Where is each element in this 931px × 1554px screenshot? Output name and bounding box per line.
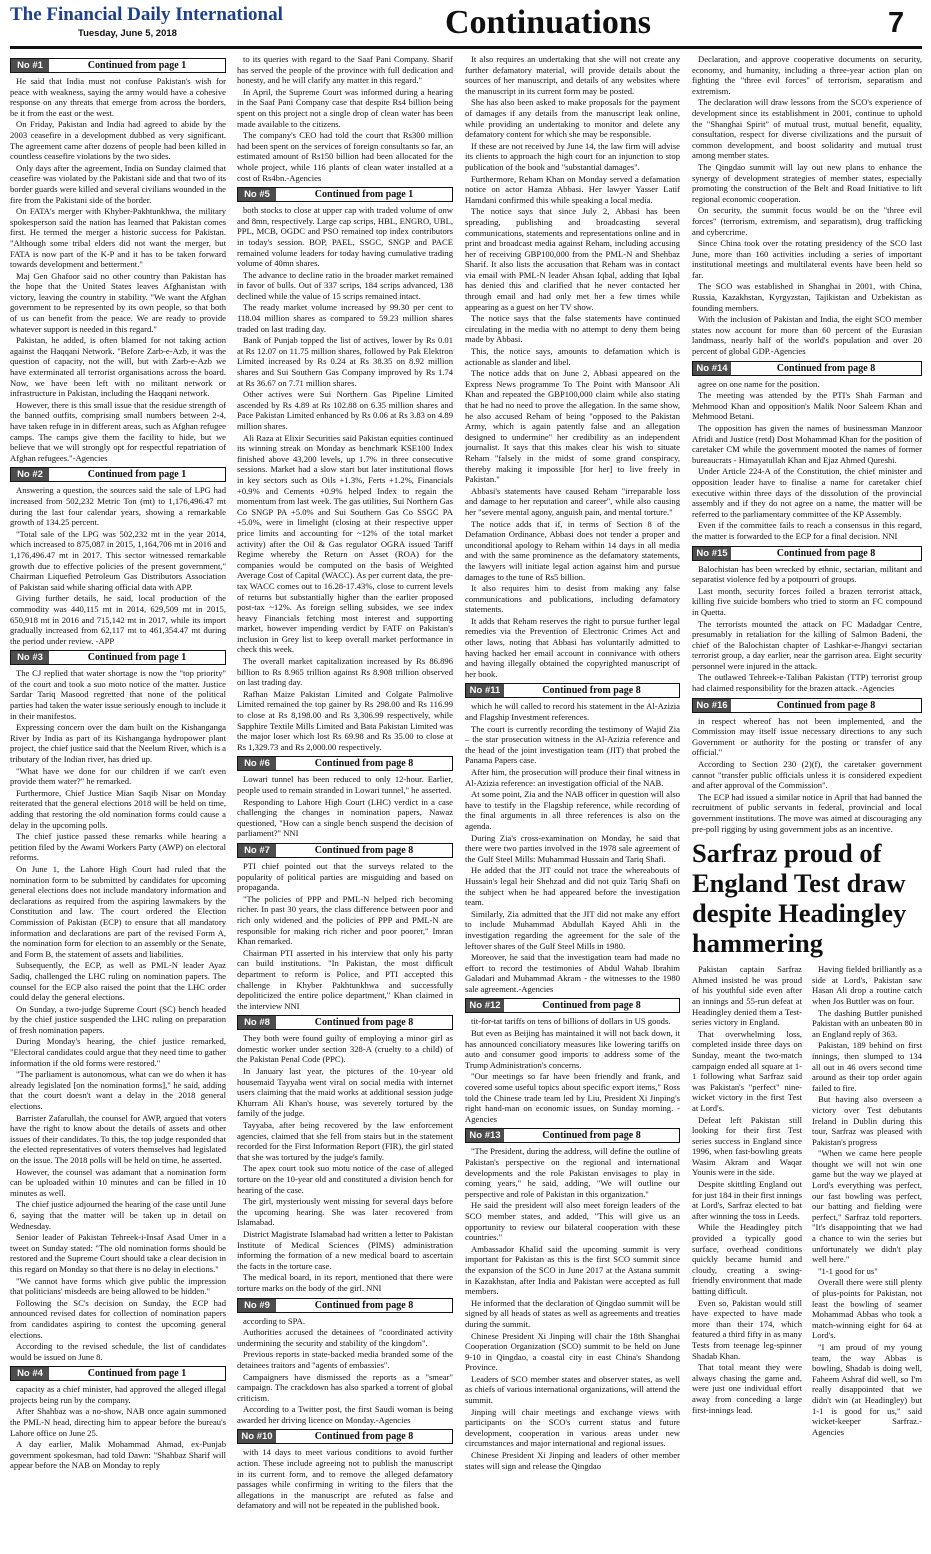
sports-paragraph: "When we came here people thought we will not win one game but the way we played at Lord's everything was perfect, our fast bowling was perfect, our batting and fielding were perfect," Sarfraz told reporters. "It's disappointing that we had a chance to win the series but unfortunately we didn't play well here." — [812, 1148, 922, 1265]
article-paragraph: Previous reports in state-backed media branded some of the detainees traitors and "agents of embassies". — [237, 1349, 453, 1370]
article-paragraph: in respect whereof has not been implemented, and the Commission may itself issue necessary directions to any such Government or authority for the posting or transfer of any official." — [692, 715, 922, 758]
article-paragraph: He informed that the declaration of Qingdao summit will be signed by all heads of states as well as agreements and treaties during the summit. — [465, 1297, 680, 1329]
continuation-label: Continued from page 8 — [542, 1000, 641, 1012]
article-paragraph: However, there is this small issue that the residue strength of the banned outfits, comprising small numbers between 2-4, have taken refuge in in different areas, such as Afghan refugee camps. The camps give them the facility to hide, but we believe that we will strongly opt for respectful repatriation of Afghan refugees."-Agencies — [10, 399, 226, 463]
article-paragraph: The outlawed Tehreek-e-Taliban Pakistan (TTP) terrorist group had claimed responsibility for the brazen attack. -Agencies — [692, 672, 922, 694]
continuation-header — [10, 650, 226, 665]
continuation-label: Continued from page 8 — [542, 685, 641, 697]
article-paragraph: The court is currently recording the testimony of Wajid Zia – the star prosecution witness in the Al-Azizia reference and the head of the joint investigation team (JIT) that probed the Panama Papers case. — [465, 723, 680, 766]
continuation-header — [465, 998, 680, 1013]
article-paragraph: The terrorists mounted the attack on FC Madadgar Centre, presumably in retaliation for the killing of Salmon Badeni, the chief of the Balochistan chapter of Lashkar-e-Jhangvi sectarian terrorist group, a day earlier, near the garrison area. Eight security personnel were injured in the attack. — [692, 618, 922, 671]
article-paragraph: Since China took over the rotating presidency of the SCO last June, more than 160 activities including a series of important institutional meetings and multilateral events have been held so far. — [692, 238, 922, 280]
column-4-body — [692, 54, 922, 834]
article-paragraph: The chief justice adjourned the hearing of the case until June 6, saying that the matter will be taken up in detail on Wednesday. — [10, 1199, 226, 1231]
article-paragraph: The ready market volume increased by 99.30 per cent to 118.04 million shares as compared to 59.23 million shares traded on last trading day. — [237, 302, 453, 334]
article-paragraph: It also requires an undertaking that she will not create any further defamatory material, will provide details about the sources of her manuscript, and details of any websites where the manuscript in its current form may be posted. — [465, 54, 680, 96]
article-paragraph: Giving further details, he said, local production of the commodity was 440,115 mt in 2014, 629,509 mt in 2015, 650,918 mt in 2016 and 715,142 mt in 2017, while its import gradually increased from 62,117 mt to 461,354.47 mt during the period under review. -APP — [10, 593, 226, 646]
continuation-label: Continued from page 8 — [776, 699, 876, 711]
continuation-label: Continued from page 8 — [314, 844, 414, 856]
article-paragraph: With the inclusion of Pakistan and India, the eight SCO member states now account for more than 60 percent of the Eurasian landmass, nearly half of the world's population and over 20 percent of global GDP.-Agencies — [692, 314, 922, 357]
article-paragraph: Lowari tunnel has been reduced to only 12-hour. Earlier, people used to remain stranded in Lowari tunnel," he asserted. — [237, 774, 453, 795]
article-paragraph: They both were found guilty of employing a minor girl as domestic worker under section 328-A (cruelty to a child) of the Pakistan Penal Code (PPC). — [237, 1033, 453, 1065]
article-paragraph: Jinping will chair meetings and exchange views with participants on the SCO's current status and future development, cooperation in various areas under new circumstances and major international and regional issues. — [465, 1406, 680, 1449]
article-paragraph: A day earlier, Malik Mohammad Ahmad, ex-Punjab government spokesman, had told Dawn: "Shahbaz Sharif will appear before the NAB on Monday to reply — [10, 1439, 226, 1471]
article-paragraph: Similarly, Zia admitted that the JIT did not make any effort to include Muhammad Abdullah Kayed Ahli in the investigation regarding the agreement for the sale of the leftover shares of the Gulf Steel Mills in 1980. — [465, 908, 680, 951]
continuation-number: No #12 — [466, 999, 504, 1012]
article-paragraph: "The parliament is autonomous, what can we do when it has already legislated [on the nomination forms]," he said, adding that the court doesn't want a delay in the 2018 general elections. — [10, 1069, 226, 1112]
column-3 — [465, 54, 680, 1548]
column-2 — [237, 54, 453, 1548]
continuation-label: Continued from page 1 — [87, 652, 187, 664]
article-paragraph: According to the revised schedule, the list of candidates would be issued on June 8. — [10, 1341, 226, 1362]
article-paragraph: If these are not received by June 14, the law firm will advise its clients to approach the high court for an injunction to stop publication of the book and "substantial damages". — [465, 140, 680, 172]
article-paragraph: Pakistan, he added, is often blamed for not taking action against the Haqqani Network. "Before Zarb-e-Azb, it was the question of capacity, not the will, but with Zarb-e-Azb we have exterminated all terrorist organisations across the board. Now, we have been left with no militant network or infrastructure in Pakistan, including the Haqqani network. — [10, 335, 226, 399]
article-paragraph: "Our meetings so far have been friendly and frank, and covered some useful topics about specific export items," Ross told the Chinese trade team led by Liu, President Xi Jinping's right hand-man on economic issues, on Sunday morning. -Agencies — [465, 1071, 680, 1124]
article-paragraph: On security, the summit focus would be on the "three evil forces" (terrorism, extremism, and separatism), drug trafficking and cybercrime. — [692, 205, 922, 237]
article-paragraph: The notice says that the false statements have continued circulating in the media with no attempt to deny them being made by Abbasi. — [465, 313, 680, 345]
article-paragraph: Following the SC's decision on Sunday, the ECP had announced revised dates for collection of nomination papers from candidates aspiring to contest the upcoming general elections. — [10, 1297, 226, 1340]
article-paragraph: Furthermore, Chief Justice Mian Saqib Nisar on Monday reiterated that the general elections 2018 will be held on time, adding that restoring the old nomination forms could cause a delay in the upcoming polls. — [10, 787, 226, 830]
continuation-header — [237, 1298, 453, 1313]
article-paragraph: according to SPA. — [243, 1315, 305, 1326]
continuation-number: No #14 — [693, 362, 731, 375]
article-paragraph: The notice adds that on June 2, Abbasi appeared on the Express News programme To The Point with Mansoor Ali Khan and repeated the GBP100,000 claim while also stating that he had no need to prove the allegation. In the same show, he also accused Reham of being "opposed to the Pakistan Army, which is again patently false and an allegation designed to undermine" her credibility as an independent journalist. It says that this makes clear his wish to situate Reham "falsely in the midst of some grand conspiracy, thereby making it impossible [for her] to live freely in Pakistan." — [465, 368, 680, 485]
article-paragraph: agree on one name for the position. — [698, 378, 820, 389]
continuation-header — [692, 546, 922, 561]
continuation-label: Continued from page 1 — [87, 1368, 187, 1380]
continuation-label: Continued from page 1 — [87, 60, 187, 71]
article-paragraph: The company's CEO had told the court that Rs300 million had been spent on the services of foreign consultants so far, an estimated amount of Rs150 billion had been allocated for the whole project, while 116 plants of clean water installed at a cost of Rs4bn.-Agencies — [237, 130, 453, 183]
continuation-header — [237, 1429, 453, 1444]
article-paragraph: Last month, security forces foiled a brazen terrorist attack, killing five suicide bombers who tried to storm an FC compound in Quetta. — [692, 585, 922, 617]
article-paragraph: She has also been asked to make proposals for the payment of damages if any details from the manuscript leak online, while providing an undertaking to monitor and delete any defamatory content for which she may be responsible. — [465, 97, 680, 140]
column-4 — [692, 54, 922, 1548]
article-paragraph: Barrister Zafarullah, the counsel for AWP, argued that voters have the right to know about the details of assets and other issues of their candidates. To this, the top judge responded that the elected representatives of voters themselves had legislated on the issue. The 2018 polls will be held on time, he asserted. — [10, 1112, 226, 1165]
article-paragraph: After Shahbaz was a no-show, NAB once again summoned the PML-N head, directing him to appear before the bureau's Lahore office on June 25. — [10, 1406, 226, 1438]
article-paragraph: He said the president will also meet foreign leaders of the SCO member states, and added, "This will give us an opportunity to review our bilateral cooperation with these countries." — [465, 1200, 680, 1243]
continuation-number: No #13 — [466, 1129, 504, 1142]
article-paragraph: "The policies of PPP and PML-N helped rich becoming richer. In past 30 years, the class difference between poor and rich only widened and the policies of PPP and PML-N are responsible for making rich richer and poor poorer," Imran Khan remarked. — [237, 893, 453, 947]
continuation-label: Continued from page 8 — [776, 362, 876, 374]
article-paragraph: During Zia's cross-examination on Monday, he said that there were two parties involved in the 1978 sale agreement of the Gulf Steel Mills: Muhammad Hussain and Tariq Shafi. — [465, 832, 680, 864]
article-paragraph: On Sunday, a two-judge Supreme Court (SC) bench headed by the chief justice suspended the LHC ruling on preparation of fresh nomination papers. — [10, 1003, 226, 1035]
article-paragraph: The medical board, in its report, mentioned that there were torture marks on the body of the girl. NNI — [237, 1272, 453, 1293]
article-paragraph: The opposition has given the names of businessman Manzoor Afridi and Justice (retd) Dost Mohammad Khan for the position of caretaker CM while the government mooted the names of former bureaucrats - Himayatullah Khan and Ejaz Ahmed Qureshi. — [692, 423, 922, 465]
article-paragraph: Ambassador Khalid said the upcoming summit is very important for Pakistan as this is the first SCO summit since the expansion of the SCO in June 2017 at the Astana summit in Kazakhstan, after India and Pakistan were accepted as full members. — [465, 1243, 680, 1297]
article-paragraph: On June 1, the Lahore High Court had ruled that the nomination form to be submitted by candidates for upcoming general elections does not include mandatory information and declarations as required from the aspiring lawmakers by the Constitution and law. The court ordered the Election Commission of Pakistan (ECP) to ensure that all mandatory information and declarations are part of the revised Form A, the nomination form for election to an assembly or the Senate, and Form B, the statement of assets and liabilities. — [10, 863, 226, 959]
sports-paragraph: That overwhelming loss, completed inside three days on Sunday, meant the two-match campaign ended all square at 1-1 following what Sarfraz said was Pakistan's "perfect" nine-wicket victory in the first Test at Lord's. — [692, 1028, 802, 1113]
article-paragraph: Maj Gen Ghafoor said no other country than Pakistan has the hope that the United States leaves Afghanistan with victory, leaving the country in stability. "We want the Afghan government to be represented by its own people, so that both of us can benefit from the peace. We are ready to provide whatever support is needed in this regard." — [10, 270, 226, 334]
sports-paragraph: Overall there were still plenty of plus-points for Pakistan, not least the bowling of seamer Mohammad Abbas who took a match-winning eight for 64 at Lord's. — [812, 1277, 922, 1341]
continuation-label: Continued from page 8 — [314, 1431, 414, 1443]
continuation-number: No #4 — [11, 1367, 49, 1380]
continuation-number: No #3 — [11, 651, 49, 664]
article-paragraph: Tayyaba, after being recovered by the law enforcement agencies, claimed that she fell from stairs but in the statement recorded for the First Information Report (FIR), the girl stated that she was tortured by the judge's family. — [237, 1120, 453, 1162]
continuation-number: No #7 — [238, 844, 276, 857]
article-paragraph: Rafhan Maize Pakistan Limited and Colgate Palmolive Limited remained the top gainer by Rs 298.00 and Rs 116.99 to close at Rs 8,198.00 and Rs 3,306.99 respectively, while Sapphire Textile Mills Limited and Bata Pakistan Limited was the major loser which lost Rs 69.98 and Rs 35.00 to close at Rs 1,329.73 and Rs 2,000.00 respectively. — [237, 688, 453, 752]
continuation-header — [465, 1128, 680, 1143]
article-paragraph: In April, the Supreme Court was informed during a hearing in the Saaf Pani Company case that despite Rs4 billion being spent on this project not a single drop of clean water has been made available to the citizens. — [237, 86, 453, 129]
article-paragraph: Other actives were Sui Northern Gas Pipeline Limited ascended by Rs 4.89 at Rs 102.88 on 6.35 million shares and Pace Pakistan Limited enhanced by Rs 0.06 at Rs 3.83 on 4.89 million shares. — [237, 389, 453, 431]
column-1 — [10, 54, 226, 1548]
sports-paragraph: That total meant they were always chasing the game and, were just one individual effort away from conceding a large first-innings lead. — [692, 1362, 802, 1415]
continuation-label: Continued from page 8 — [776, 547, 876, 559]
article-paragraph: At some point, Zia and the NAB officer in question will also have to testify in the Flagship reference, while recording of the final arguments in all three references is also on the agenda. — [465, 789, 680, 831]
sports-paragraph: Pakistan, 189 behind on first innings, then slumped to 134 all out in 46 overs second time around as their top order again failed to fire. — [812, 1040, 922, 1093]
article-paragraph: Bank of Punjab topped the list of actives, lower by Rs 0.01 at Rs 12.07 on 11.75 million shares, followed by Pak Elektron Limited increased by Rs 0.24 at Rs 38.35 on 8.92 million shares and Sui Southern Gas Company improved by Rs 1.74 at Rs 36.67 on 7.71 million shares. — [237, 335, 453, 388]
sports-paragraph: "I am proud of my young team, the way Abbas is bowling, Shadab is doing well, Faheem Ashraf did well, so I'm really disappointed that we didn't win (at Headingley) but 1-1 is good for us," said wicket-keeper Sarfraz.-Agencies — [812, 1341, 922, 1437]
sports-right-column — [812, 964, 922, 1438]
header-rule — [10, 46, 922, 49]
article-paragraph: capacity as a chief minister, had approved the alleged illegal projects being run by the company. — [10, 1384, 226, 1405]
article-paragraph: both stocks to close at upper cap with traded volume of onw and 8mn, respectively. Large cap scrips, HBL, ENGRO, UBL, PPL, MCB, OGDC and PSO remained top index contributors in today's session. BOP, PAEL, SSGC, SNGP and PACE remained volume leaders for today having cumulative trading volume of 40mn shares. — [237, 205, 453, 269]
article-paragraph: to its queries with regard to the Saaf Pani Company. Sharif has served the people of the province with full dedication and honesty, and he will clarify any matter in this regard." — [237, 54, 453, 86]
article-paragraph: The notice adds that if, in terms of Section 8 of the Defamation Ordinance, Abbasi does not tender a proper and unconditional apology to Reham within 14 days in all media and with the same prominence as the defamatory statements, the lawyers will initiate legal action against him and pursue damages to the tune of Rs5 billion. — [465, 518, 680, 582]
article-paragraph: The overall market capitalization increased by Rs 86.896 billion to Rs 8.965 trillion against Rs 8.908 trillion observed on last trading day. — [237, 656, 453, 688]
page-number: 7 — [888, 7, 905, 39]
article-paragraph: On FATA's merger with Khyber-Pakhtunkhwa, the military spokesperson said the nation has learned that Pakistan comes first. He termed the merger a historic success for Pakistan. "Although some tribal elders did not want the merger, but FATA is now part of the K-P and it has to be taken forward towards development and betterment." — [10, 206, 226, 270]
article-paragraph: Moreover, he said that the investigation team had made no effort to record the testimonies of Abdul Wahab Ibrahim Galadari and Muhammad Akram - the witnesses to the 1980 sale agreement.-Agencies — [465, 952, 680, 994]
issue-date: Tuesday, June 5, 2018 — [78, 28, 177, 39]
continuation-number: No #16 — [693, 699, 731, 712]
article-paragraph: Subsequently, the ECP, as well as PML-N leader Ayaz Sadiq, challenged the LHC ruling on nomination papers. The counsel for the ECP also raised the point that the LHC order could delay the general elections. — [10, 960, 226, 1003]
sports-paragraph: While the Headingley pitch provided a typically good surface, overhead conditions quickly became humid and cloudy, creating a swing-friendly environment that made batting difficult. — [692, 1222, 802, 1296]
sports-paragraph: Pakistan captain Sarfraz Ahmed insisted he was proud of his youthful side even after an innings and 55-run defeat at Headingley denied them a Test-series victory in England. — [692, 964, 802, 1028]
continuation-number: No #10 — [238, 1430, 276, 1443]
masthead — [0, 0, 931, 48]
article-paragraph: "What have we done for our children if we can't even provide them water?" he remarked. — [10, 765, 226, 787]
article-paragraph: On Friday, Pakistan and India had agreed to abide by the 2003 ceasefire in a development dubbed as very significant. The agreement came after dozens of people had been killed in countless ceasefire violations by the two sides. — [10, 119, 226, 162]
article-paragraph: "Total sale of the LPG was 502,232 mt in the year 2014, which increased to 875,087 in 2015, 1,164,706 mt in 2016 and 1,176,496.47 mt in 2017. This sector witnessed remarkable growth due to effective policies of the present government," Chairman Liquefied Petroleum Gas Distributors Association of Pakistan said while sharing official data with APP. — [10, 528, 226, 592]
article-paragraph: "The President, during the address, will define the outline of Pakistan's perspective on the regional and international developments and the role Pakistan envisages to play in coming years," he said, adding, "We will outline our perspective and role of Pakistan in this organization." — [465, 1146, 680, 1199]
continuation-number: No #1 — [11, 59, 49, 72]
continuation-header — [10, 1366, 226, 1381]
article-paragraph: Authorities accused the detainees of "coordinated activity undermining the security and stability of the kingdom". — [237, 1327, 453, 1348]
sports-left-column — [692, 964, 802, 1438]
article-paragraph: which he will called to record his statement in the Al-Azizia and Flagship Investment references. — [465, 701, 680, 723]
continuation-label: Continued from page 1 — [87, 469, 187, 481]
article-paragraph: During Monday's hearing, the chief justice remarked, "Electoral candidates could argue that they need time to gather information if the old forms were restored." — [10, 1036, 226, 1068]
article-paragraph: The apex court took suo motu notice of the case of alleged torture on the 10-year old and constituted a division bench for hearing of the case. — [237, 1163, 453, 1195]
continuation-label: Continued from page 8 — [314, 1017, 414, 1029]
article-paragraph: The advance to decline ratio in the broader market remained in favor of bulls. Out of 337 scrips, 184 scrips advanced, 138 declined while the value of 15 scrips remained intact. — [237, 269, 453, 301]
sports-body — [692, 964, 922, 1438]
continuation-label: Continued from page 8 — [314, 758, 414, 770]
continuation-header — [692, 361, 922, 376]
article-paragraph: District Magistrate Islamabad had written a letter to Pakistan Institute of Medical Sciences (PIMS) administration informing the formation of a new medical board to ascertain the facts in the torture case. — [237, 1228, 453, 1271]
continuation-number: No #5 — [238, 188, 276, 201]
sports-headline: Sarfraz proud of England Test draw despite Headingley hammering — [692, 838, 907, 959]
article-paragraph: Chairman PTI asserted in his interview that only his party can build institutions. "In Pakistan, the most difficult department to reform is Police, and PTI accepted this challenge in Khyber Pakhtunkhwa and successfully depoliticized the entire police department," Khan claimed in the interview NNI — [237, 947, 453, 1011]
article-paragraph: Leaders of SCO member states and observer states, as well as chiefs of various international organizations, will attend the summit. — [465, 1373, 680, 1406]
article-paragraph: After him, the prosecution will produce their final witness in Al-Azizia reference: an investigation official of the NAB. — [465, 767, 680, 788]
article-paragraph: He said that India must not confuse Pakistan's wish for peace with weakness, saying the army would have a cohesive response on any threats that emerge from across the borders, be it from the east or the west. — [10, 76, 226, 118]
sports-paragraph: Despite skittling England out for just 184 in their first innings at Lord's, Sarfraz elected to bat after winning the toss in Leeds. — [692, 1179, 802, 1221]
newspaper-name: The Financial Daily International — [10, 4, 283, 25]
article-paragraph: The ECP had issued a similar notice in April that had banned the recruitment of public servants in federal, provincial and local government institutions. The move was aimed at discouraging any pre-poll rigging by using government jobs as an incentive. — [692, 791, 922, 834]
continuation-label: Continued from page 1 — [314, 189, 414, 201]
continuation-header — [10, 58, 226, 73]
continuation-number: No #11 — [466, 684, 504, 697]
article-paragraph: Even if the committee fails to reach a consensus in this regard, the matter is forwarded to the ECP for a final decision. NNI — [692, 520, 922, 541]
article-paragraph: Abbasi's statements have caused Reham "irreparable loss and damage to her reputation and career", while also causing her "severe mental agony, anguish pain, and mental torture." — [465, 485, 680, 517]
article-paragraph: Senior leader of Pakistan Tehreek-i-Insaf Asad Umer in a tweet on Sunday stated: "The old nomination forms should be restored and the Supreme Court should take a clear decision in this regard on Monday so that there is no delay in elections." — [10, 1232, 226, 1274]
article-paragraph: But even as Beijing has maintained it will not back down, it has announced conciliatory measures like lowering tariffs on auto and consumer good imports to address some of the Trump Administration's concerns. — [465, 1028, 680, 1070]
sports-paragraph: Even so, Pakistan would still have expected to have made more than their 174, which featured a third fifty in as many Tests from teenage leg-spinner Shadab Khan. — [692, 1297, 802, 1361]
article-paragraph: He added that the JIT could not trace the whereabouts of Hussain's legal heir Shehzad and did not quiz Tariq Shafi on the subject when he had appeared before the investigation team. — [465, 865, 680, 908]
article-paragraph: PTI chief pointed out that the surveys related to the popularity of political parties are misguiding and based on propaganda. — [237, 860, 453, 893]
article-paragraph: According to a Twitter post, the first Saudi woman is being awarded her driving licence on Monday.-Agencies — [237, 1404, 453, 1425]
article-paragraph: In January last year, the pictures of the 10-year old housemaid Tayyaba went viral on social media with internet users claiming that the maid works at additional session judge Khurram Ali Khan's house, was severely tortured by the family of the judge. — [237, 1066, 453, 1119]
article-paragraph: The SCO was established in Shanghai in 2001, with China, Russia, Kazakhstan, Kyrgyzstan, Tajikistan and Uzbekistan as founding members. — [692, 281, 922, 313]
article-paragraph: "We cannot have forms which give public the impression that politicians' misdeeds are being allowed to be hidden." — [10, 1275, 226, 1297]
article-paragraph: Chinese President Xi Jinping and leaders of other member states will sign and release the Qingdao — [465, 1450, 680, 1471]
article-paragraph: Furthermore, Reham Khan on Monday served a defamation notice on actor Hamza Abbasi. Her lawyer Yasser Latif Hamdani confirmed this while speaking a local media. — [465, 173, 680, 205]
article-paragraph: Responding to Lahore High Court (LHC) verdict in a case challenging the changes in nomination papers, Nawaz questioned, "How can a single bench suspend the decision of parliament?" NNI — [237, 796, 453, 839]
continuation-label: Continued from page 8 — [314, 1299, 414, 1311]
continuation-number: No #9 — [238, 1299, 276, 1312]
continuation-header — [10, 467, 226, 482]
article-paragraph: It adds that Reham reserves the right to pursue further legal remedies via the Prevention of Electronic Crimes Act and other laws, noting that Abbasi has voluntarily admitted to having hacked her email account in connivance with others and having illegally obtained the copyrighted manuscript of her book. — [465, 615, 680, 679]
article-paragraph: However, the counsel was adamant that a nomination form can be uploaded within 10 minutes and can be filled in 10 minutes as well. — [10, 1166, 226, 1198]
article-paragraph: It also requires him to desist from making any false communications and publications, including defamatory statements. — [465, 583, 680, 615]
continuation-header — [237, 187, 453, 202]
continuation-label: Continued from page 8 — [542, 1130, 641, 1142]
continuation-header — [237, 756, 453, 771]
article-paragraph: Answering a question, the sources said the sale of LPG had increased from 502,232 Metric Ton (mt) to 1,176,496.47 mt during the last four calendar years, showing a remarkable growth of 134.25 percent. — [10, 485, 226, 528]
continuation-number: No #15 — [693, 547, 731, 560]
continuation-header — [237, 1015, 453, 1030]
article-paragraph: tit-for-tat tariffs on tens of billions of dollars in US goods. — [471, 1016, 671, 1027]
article-paragraph: The Qingdao summit will lay out new plans to enhance the synergy of development strategies of member states, especially promoting the construction of the Belt and Road Initiative to lift regional economic cooperation. — [692, 161, 922, 204]
sports-paragraph: The dashing Buttler punished Pakistan with an unbeaten 80 in an England reply of 363. — [812, 1007, 922, 1039]
continuation-header — [237, 843, 453, 858]
continuation-number: No #6 — [238, 757, 276, 770]
article-paragraph: Balochistan has been wrecked by ethnic, sectarian, militant and separatist violence fed by a potpourri of groups. — [692, 563, 922, 585]
continuation-number: No #2 — [11, 468, 49, 481]
sports-paragraph: Defeat left Pakistan still looking for their first Test series success in England since 1996, when fast-bowling greats Wasim Akram and Waqar Younis were in the side. — [692, 1114, 802, 1178]
continuation-header — [465, 683, 680, 698]
sports-paragraph: "1-1 good for us" — [818, 1265, 878, 1276]
article-paragraph: This, the notice says, amounts to defamation which is actionable as slander and libel. — [465, 346, 680, 367]
article-paragraph: The girl, mysteriously went missing for several days before the upcoming hearing. She was later recovered from Islamabad. — [237, 1196, 453, 1228]
article-paragraph: Ali Raza at Elixir Securities said Pakistan equities continued its winning streak on Monday as benchmark KSE100 Index finished above 43,200 levels, up 1.7% in three consecutive sessions. Market had a slow start but later institutional flows in key sectors such as Oils +1.3%, Ferts +1.2%, Financials +0.9% and Cements +0.9% helped Index to regain the momentum from last week. The gas utilities, Sui Northern Gas Co SNGP PA +5.0% and Sui Southern Gas Co SSGC PA +5.0%, were in limelight (closing at their respective upper price limits and accounting for ~12% of the total market activity) after the Oil & Gas regulator OGRA issued Tariff Regime whereby the Return on Asset (ROA) for the companies would be computed on the basis of Weighted Average Cost of Capital (WACC). As per current data, the pre-tax WACC comes out to 16.28-17.43%, close to current levels of returns but substantially higher than the earlier proposed post-tax ~12%. As foreign selling subsides, we see index heavy Financials fetching most interest and supporting market, however impending verdict by FATF on Pakistan's inclusion in Grey list to keep overall market performance in check this week. — [237, 432, 453, 655]
article-paragraph: Campaigners have dismissed the reports as a "smear" campaign. The crackdown has also sparked a torrent of global criticism. — [237, 1371, 453, 1403]
article-paragraph: The declaration will draw lessons from the SCO's experience of development since its establishment in 2001, continue to uphold the "Shanghai Spirit" of mutual trust, mutual benefit, equality, consultation, respect for diverse civilizations and the pursuit of common development, and boost solidarity and mutual trust among member states. — [692, 97, 922, 161]
article-paragraph: Under Article 224-A of the Constitution, the chief minister and opposition leader have to finalise a name for caretaker chief executive within three days of the dissolution of the provincial assembly and if they do not agree on a name, the matter will be referred to the parliamentary committee of the KP Assembly. — [692, 466, 922, 519]
article-paragraph: According to Section 230 (2)(f), the caretaker government cannot "transfer public officials unless it is considered expedient and after approval of the Commission". — [692, 759, 922, 791]
article-paragraph: The CJ replied that water shortage is now the "top priority" of the court and took a suo moto notice of the matter. Justice Sardar Tariq Masood regretted that none of the political parties had taken the water issue seriously enough to include it in their manifestos. — [10, 668, 226, 721]
article-paragraph: Expressing concern over the dam built on the Kishanganga River by India as part of its Kishanganga hydropower plant project, the chief justice said that the Neelum River, which is a tributary of the Indian river, has dried up. — [10, 722, 226, 765]
article-paragraph: Chinese President Xi Jinping will chair the 18th Shanghai Cooperation Organization (SCO) summit to be held on June 9-10 in Qingdao, a coastal city in east China's Shandong Province. — [465, 1330, 680, 1373]
article-paragraph: The notice says that since July 2, Abbasi has been spreading, publishing and broadcasting several communications, statements and representations online and in print and broadcast media against Reham, including accusing her of receiving GBP100,000 from the PML-N and Shehbaz Sharif. It also lists the accusation that Reham was in contact via email with PML-N leader Ahsan Iqbal, adding that Iqbal has denied this and clarified that he never contacted her through email and had only met her a few times while appearing as a guest on her TV show. — [465, 206, 680, 312]
continuation-header — [692, 698, 922, 713]
article-paragraph: with 14 days to meet various conditions to avoid further action. These include agreeing not to publish the manuscript in its current form, and to remove the alleged defamatory passages while confirming in writing to the filers that the allegations in the manuscript are refuted as false and defamatory and will not be repeated in the published book. — [237, 1447, 453, 1511]
article-paragraph: Only days after the agreement, India on Sunday claimed that ceasefire was violated by the Pakistani side and that two of its border guards were killed and several civilians wounded in the fire from the Pakistani side of the border. — [10, 162, 226, 205]
sports-story — [692, 838, 922, 1438]
article-paragraph: The meeting was attended by the PTI's Shah Farman and Mehmood Khan and opposition's Malik Noor Saleem Khan and Mehmood Betani. — [692, 390, 922, 422]
continuation-number: No #8 — [238, 1016, 276, 1029]
sports-paragraph: But having also overseen a victory over Test debutants Ireland in Dublin during this tour, Sarfraz was pleased with Pakistan's progress — [812, 1094, 922, 1147]
article-paragraph: The chief justice passed these remarks while hearing a petition filed by the Awami Workers Party (AWP) on electoral reforms. — [10, 831, 226, 863]
article-paragraph: Declaration, and approve cooperative documents on security, economy, and humanity, including a three-year action plan on fighting the "three evil forces" of terrorism, separatism and extremism. — [692, 54, 922, 96]
section-title: Continuations — [445, 4, 651, 41]
sports-paragraph: Having fielded brilliantly as a side at Lord's, Pakistan saw Hasan Ali drop a routine catch when Jos Buttler was on four. — [812, 964, 922, 1006]
